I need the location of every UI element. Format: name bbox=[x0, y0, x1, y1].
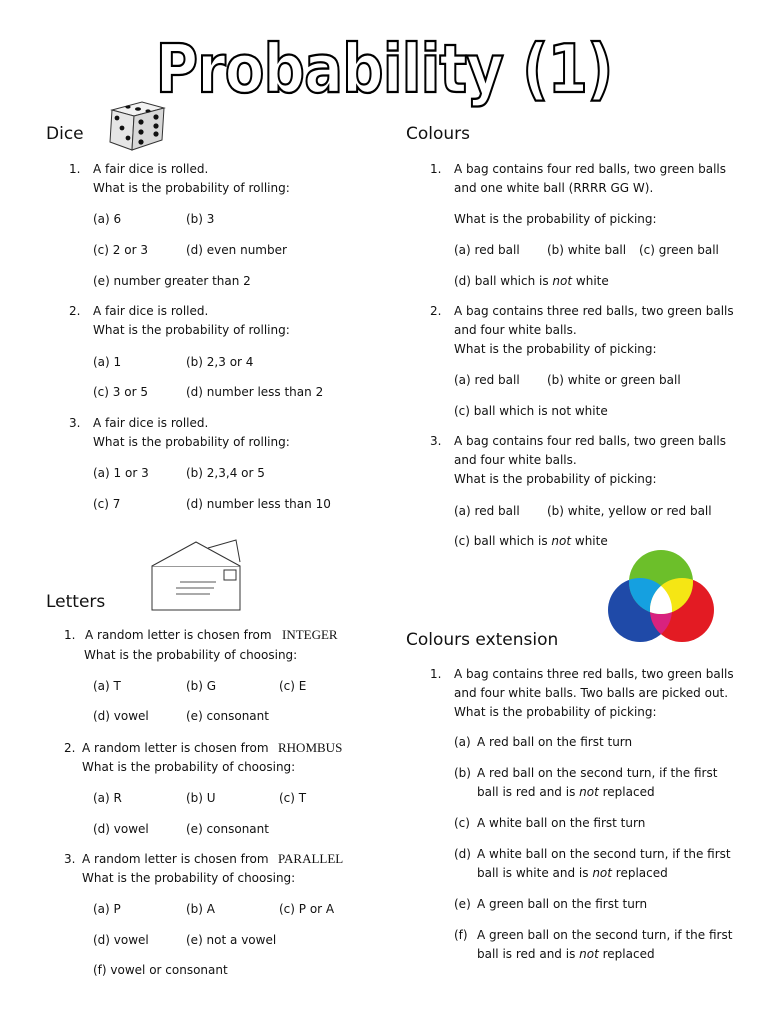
letters-q2-b: (b) U bbox=[186, 791, 216, 805]
letters-q1-word: INTEGER bbox=[282, 627, 338, 642]
colours-q1-a: (a) red ball bbox=[454, 243, 520, 257]
dice-q3-b: (b) 2,3,4 or 5 bbox=[186, 466, 265, 480]
dice-q3-c: (c) 7 bbox=[93, 497, 121, 511]
letters-q3-number: 3. bbox=[64, 852, 76, 866]
dice-q1-line1: A fair dice is rolled. bbox=[93, 162, 209, 176]
dice-q2-line2: What is the probability of rolling: bbox=[93, 323, 290, 337]
dice-q1-d: (d) even number bbox=[186, 243, 287, 257]
ext-d-text2: ball is white and is not replaced bbox=[477, 866, 668, 880]
letters-q2-number: 2. bbox=[64, 741, 76, 755]
colours-q2-line1: A bag contains three red balls, two green balls bbox=[454, 304, 734, 318]
letters-q3-line2: What is the probability of choosing: bbox=[82, 871, 296, 885]
colours-q1-b: (b) white ball bbox=[547, 243, 627, 257]
colours-q3-b: (b) white, yellow or red ball bbox=[547, 504, 712, 518]
ext-b-label: (b) bbox=[454, 766, 471, 780]
ext-q1-number: 1. bbox=[430, 667, 442, 681]
ext-f-text2: ball is red and is not replaced bbox=[477, 947, 655, 961]
envelope-icon bbox=[148, 536, 248, 614]
colours-heading: Colours bbox=[406, 124, 471, 144]
letters-q1-d: (d) vowel bbox=[93, 709, 149, 723]
letters-q1-number: 1. bbox=[64, 628, 76, 642]
letters-q1-b: (b) G bbox=[186, 679, 217, 693]
colours-q3-line2: and four white balls. bbox=[454, 453, 577, 467]
letters-q1-line2: What is the probability of choosing: bbox=[84, 648, 298, 662]
letters-q2-d: (d) vowel bbox=[93, 822, 149, 836]
colours-q2-line3: What is the probability of picking: bbox=[454, 342, 657, 356]
colours-q3-a: (a) red ball bbox=[454, 504, 520, 518]
ext-f-label: (f) bbox=[454, 928, 468, 942]
letters-q2-line1: A random letter is chosen from bbox=[82, 741, 269, 755]
colours-q3-line3: What is the probability of picking: bbox=[454, 472, 657, 486]
ext-a-label: (a) bbox=[454, 735, 471, 749]
ext-b-text1: A red ball on the second turn, if the first bbox=[477, 766, 718, 780]
dice-q1-a: (a) 6 bbox=[93, 212, 122, 226]
dice-q3-a: (a) 1 or 3 bbox=[93, 466, 149, 480]
colours-q2-b: (b) white or green ball bbox=[547, 373, 681, 387]
ext-d-label: (d) bbox=[454, 847, 471, 861]
dice-q2-a: (a) 1 bbox=[93, 355, 122, 369]
ext-d-text1: A white ball on the second turn, if the first bbox=[477, 847, 731, 861]
colour-venn-icon bbox=[606, 548, 716, 648]
dice-q1-number: 1. bbox=[69, 162, 81, 176]
dice-q1-c: (c) 2 or 3 bbox=[93, 243, 148, 257]
dice-icon bbox=[108, 96, 168, 152]
letters-q1-e: (e) consonant bbox=[186, 709, 269, 723]
colours-q2-number: 2. bbox=[430, 304, 442, 318]
colours-q3-line1: A bag contains four red balls, two green balls bbox=[454, 434, 726, 448]
dice-q2-c: (c) 3 or 5 bbox=[93, 385, 148, 399]
letters-q1-line1: A random letter is chosen from bbox=[85, 628, 272, 642]
ext-q1-line1: A bag contains three red balls, two green balls bbox=[454, 667, 734, 681]
letters-heading: Letters bbox=[46, 592, 106, 612]
letters-q2-line2: What is the probability of choosing: bbox=[82, 760, 296, 774]
colours-q3-c: (c) ball which is not white bbox=[454, 534, 608, 548]
dice-q3-line2: What is the probability of rolling: bbox=[93, 435, 290, 449]
dice-q3-d: (d) number less than 10 bbox=[186, 497, 331, 511]
dice-q2-line1: A fair dice is rolled. bbox=[93, 304, 209, 318]
ext-f-text1: A green ball on the second turn, if the first bbox=[477, 928, 733, 942]
colours-q1-c: (c) green ball bbox=[639, 243, 719, 257]
dice-q3-number: 3. bbox=[69, 416, 81, 430]
letters-q3-word: PARALLEL bbox=[278, 851, 344, 866]
dice-q1-b: (b) 3 bbox=[186, 212, 215, 226]
dice-q3-line1: A fair dice is rolled. bbox=[93, 416, 209, 430]
colours-q3-number: 3. bbox=[430, 434, 442, 448]
ext-e-label: (e) bbox=[454, 897, 471, 911]
dice-q2-b: (b) 2,3 or 4 bbox=[186, 355, 254, 369]
letters-q1-c: (c) E bbox=[279, 679, 307, 693]
ext-c-text: A white ball on the first turn bbox=[477, 816, 646, 830]
letters-q1-a: (a) T bbox=[93, 679, 121, 693]
colours-q2-c: (c) ball which is not white bbox=[454, 404, 608, 418]
letters-q2-word: RHOMBUS bbox=[278, 740, 343, 755]
colours-q2-a: (a) red ball bbox=[454, 373, 520, 387]
colours-q1-line3: What is the probability of picking: bbox=[454, 212, 657, 226]
dice-q1-line2: What is the probability of rolling: bbox=[93, 181, 290, 195]
letters-q3-e: (e) not a vowel bbox=[186, 933, 277, 947]
ext-e-text: A green ball on the first turn bbox=[477, 897, 648, 911]
colours-q1-d: (d) ball which is not white bbox=[454, 274, 609, 288]
ext-q1-line2: and four white balls. Two balls are picked out. bbox=[454, 686, 729, 700]
letters-q3-c: (c) P or A bbox=[279, 902, 335, 916]
colours-q1-number: 1. bbox=[430, 162, 442, 176]
ext-b-text2: ball is red and is not replaced bbox=[477, 785, 655, 799]
ext-c-label: (c) bbox=[454, 816, 470, 830]
letters-q3-b: (b) A bbox=[186, 902, 216, 916]
ext-a-text: A red ball on the first turn bbox=[477, 735, 633, 749]
dice-q1-e: (e) number greater than 2 bbox=[93, 274, 251, 288]
dice-q2-number: 2. bbox=[69, 304, 81, 318]
colours-q1-line2: and one white ball (RRRR GG W). bbox=[454, 181, 654, 195]
page-title: Probability (1) bbox=[155, 30, 613, 109]
ext-q1-line3: What is the probability of picking: bbox=[454, 705, 657, 719]
colours-extension-heading: Colours extension bbox=[406, 630, 559, 650]
letters-q2-a: (a) R bbox=[93, 791, 122, 805]
letters-q3-f: (f) vowel or consonant bbox=[93, 963, 228, 977]
letters-q2-e: (e) consonant bbox=[186, 822, 269, 836]
letters-q3-d: (d) vowel bbox=[93, 933, 149, 947]
dice-heading: Dice bbox=[46, 124, 84, 144]
letters-q3-line1: A random letter is chosen from bbox=[82, 852, 269, 866]
letters-q2-c: (c) T bbox=[279, 791, 307, 805]
colours-q1-line1: A bag contains four red balls, two green balls bbox=[454, 162, 726, 176]
letters-q3-a: (a) P bbox=[93, 902, 121, 916]
dice-q2-d: (d) number less than 2 bbox=[186, 385, 324, 399]
colours-q2-line2: and four white balls. bbox=[454, 323, 577, 337]
